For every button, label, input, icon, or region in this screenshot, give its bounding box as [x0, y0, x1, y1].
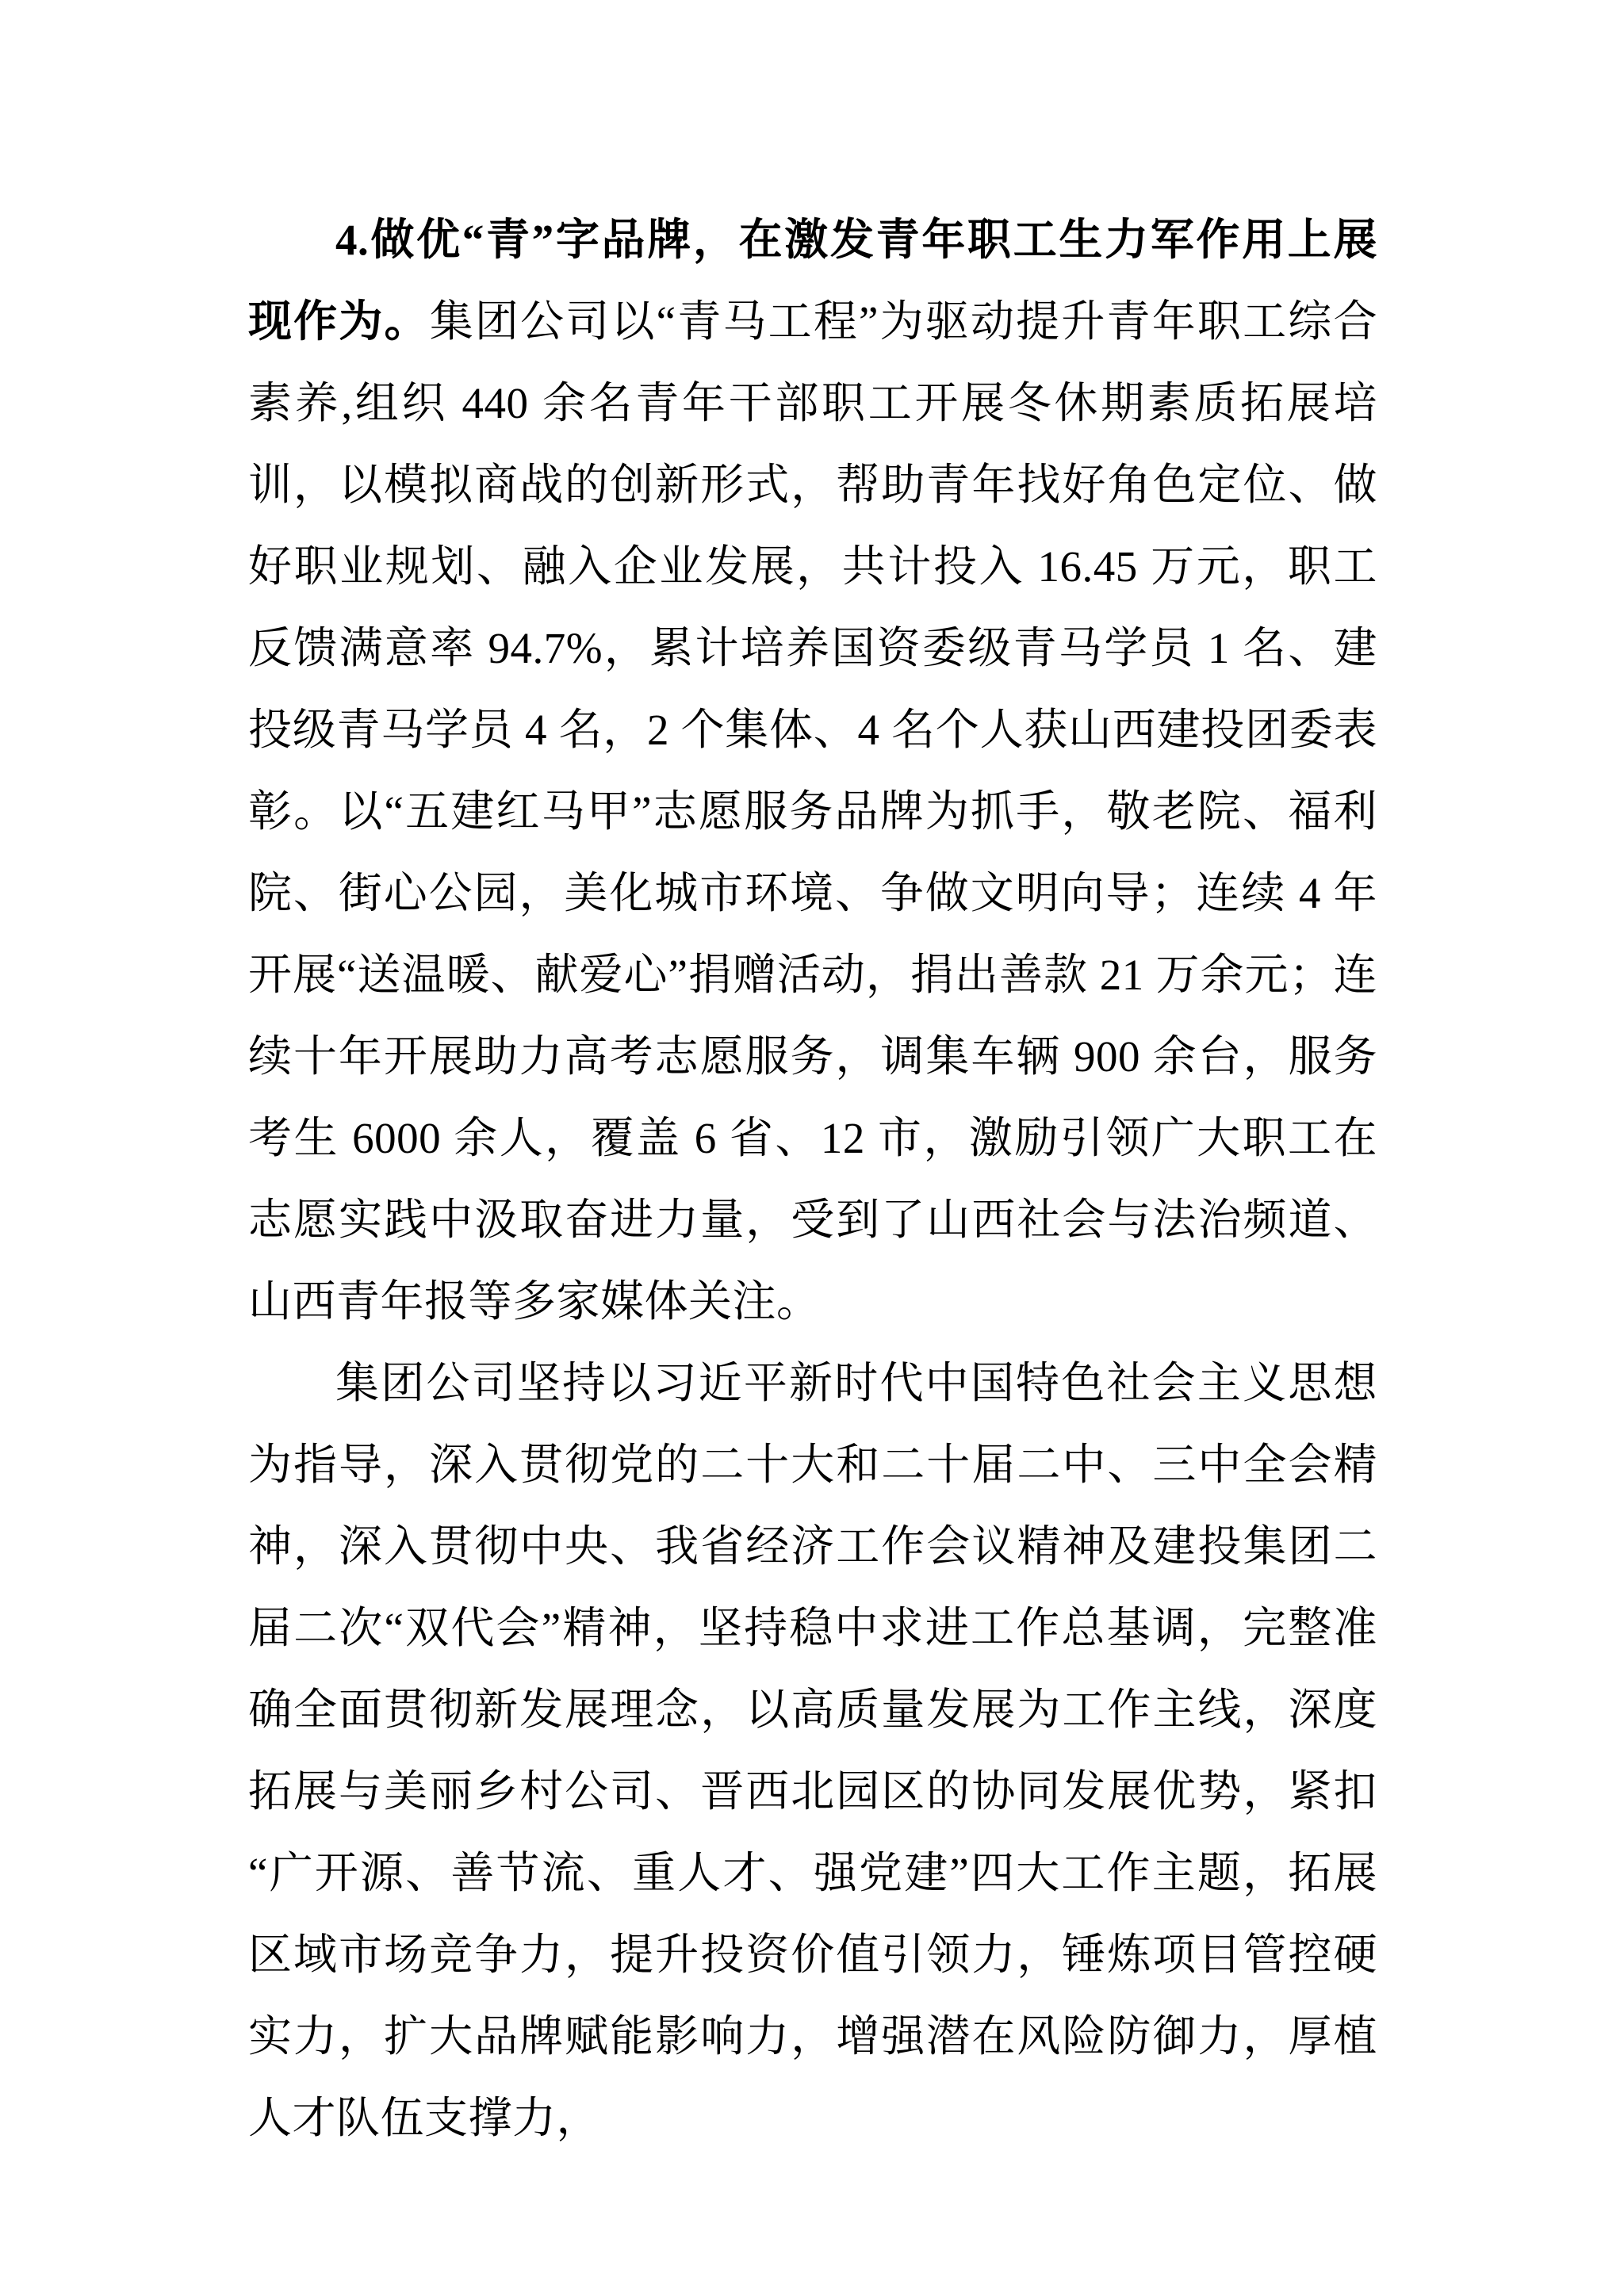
paragraph-group-summary — [248, 1342, 1377, 2159]
paragraph-4-youth-brand — [248, 199, 1377, 1342]
paragraph-body-text: 集团公司坚持以习近平新时代中国特色社会主义思想为指导，深入贯彻党的二十大和二十届二中、三中全会精神，深入贯彻中央、我省经济工作会议精神及建投集团二届二次“双代会”精神，坚持稳中求进工作总基调，完整准确全面贯彻新发展理念，以高质量发展为工作主线，深度拓展与美丽乡村公司、晋西北园区的协同发展优势，紧扣“广开源、善节流、重人才、强党建”四大工作主题，拓展区域市场竞争力，提升投资价值引领力，锤炼项目管控硬实力，扩大品牌赋能影响力，增强潜在风险防御力，厚植人才队伍支撑力， — [248, 1359, 1377, 2142]
paragraph-bold-heading: 4.做优“青”字品牌，在激发青年职工生力军作用上展现作为。 — [248, 216, 1377, 346]
paragraph-body-text: 集团公司以“青马工程”为驱动提升青年职工综合素养,组织 440 余名青年干部职工开展冬休期素质拓展培训，以模拟商战的创新形式，帮助青年找好角色定位、做好职业规划、融入企业发展，共计投入 16.45 万元，职工反馈满意率 94.7%，累计培养国资委级青马学员 1 名、建投级青马学员 4 名，2 个集体、4 名个人获山西建投团委表彰。以“五建红马甲”志愿服务品牌为抓手，敬老院、福利院、街心公园，美化城市环境、争做文明向导；连续 4 年开展“送温暖、献爱心”捐赠活动，捐出善款 21 万余元；连续十年开展助力高考志愿服务，调集车辆 900 余台，服务考生 6000 余人，覆盖 6 省、12 市，激励引领广大职工在志愿实践中汲取奋进力量，受到了山西社会与法治频道、山西青年报等多家媒体关注。 — [248, 297, 1377, 1326]
